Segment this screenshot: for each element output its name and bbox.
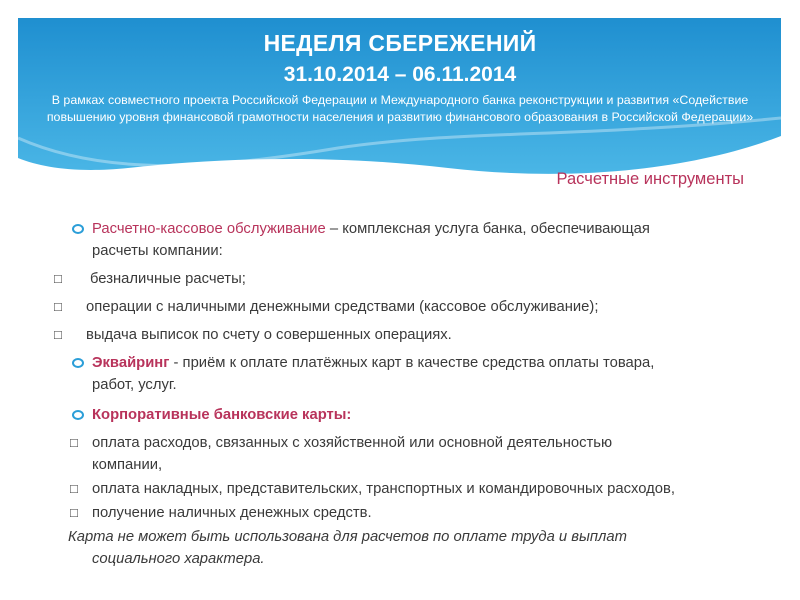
circle-bullet-icon	[72, 224, 84, 234]
term-rko: Расчетно-кассовое обслуживание	[92, 221, 326, 237]
note-cont	[56, 548, 776, 570]
sub-item-text: выдача выписок по счету о совершенных операциях.	[86, 327, 452, 343]
box-bullet-icon: □	[54, 299, 62, 314]
list-item	[56, 404, 776, 426]
sub-item-text: безналичные расчеты;	[90, 271, 246, 287]
note-text-2: социального характера.	[92, 551, 265, 567]
term-acquiring: Эквайринг	[92, 355, 170, 371]
note	[56, 526, 776, 548]
content	[56, 218, 776, 570]
sub-item-cont	[56, 454, 776, 476]
sub-item	[56, 502, 776, 524]
list-item	[56, 352, 776, 374]
box-bullet-icon: □	[54, 327, 62, 342]
date-range: 31.10.2014 – 06.11.2014	[283, 63, 517, 86]
sub-item	[56, 268, 776, 290]
box-bullet-icon: □	[70, 481, 78, 496]
sub-item-text: операции с наличными денежными средствами (кассовое обслуживание);	[86, 299, 599, 315]
desc-acquiring-2: работ, услуг.	[92, 377, 177, 393]
subtitle: В рамках совместного проекта Российской Федерации и Международного банка реконструкции и развития «Содействие повышению уровня финансовой грамотности населения и развитию финансового образования в Российской Федерации»	[46, 93, 754, 124]
circle-bullet-icon	[72, 358, 84, 368]
sub-item-text: получение наличных денежных средств.	[92, 505, 372, 521]
desc-rko-2: расчеты компании:	[92, 243, 223, 259]
circle-bullet-icon	[72, 410, 84, 420]
box-bullet-icon: □	[70, 435, 78, 450]
page-title: НЕДЕЛЯ СБЕРЕЖЕНИЙ	[263, 30, 537, 56]
desc-acquiring: - приём к оплате платёжных карт в качестве средства оплаты товара,	[169, 355, 655, 371]
sub-item-text: оплата расходов, связанных с хозяйственной или основной деятельностью	[92, 435, 613, 451]
section-title: Расчетные инструменты	[556, 170, 744, 188]
sub-item-text: оплата накладных, представительских, транспортных и командировочных расходов,	[92, 481, 675, 497]
list-item	[56, 218, 776, 240]
sub-item	[56, 478, 776, 500]
box-bullet-icon: □	[70, 505, 78, 520]
sub-item	[56, 296, 776, 318]
list-item-cont	[56, 240, 776, 262]
sub-item	[56, 324, 776, 346]
note-text: Карта не может быть использована для расчетов по оплате труда и выплат	[68, 529, 627, 545]
sub-item-text-2: компании,	[92, 457, 163, 473]
box-bullet-icon: □	[54, 271, 62, 286]
sub-item	[56, 432, 776, 454]
list-item-cont	[56, 374, 776, 396]
term-corp-cards: Корпоративные банковские карты:	[92, 407, 352, 423]
desc-rko: – комплексная услуга банка, обеспечивающая	[325, 221, 650, 237]
